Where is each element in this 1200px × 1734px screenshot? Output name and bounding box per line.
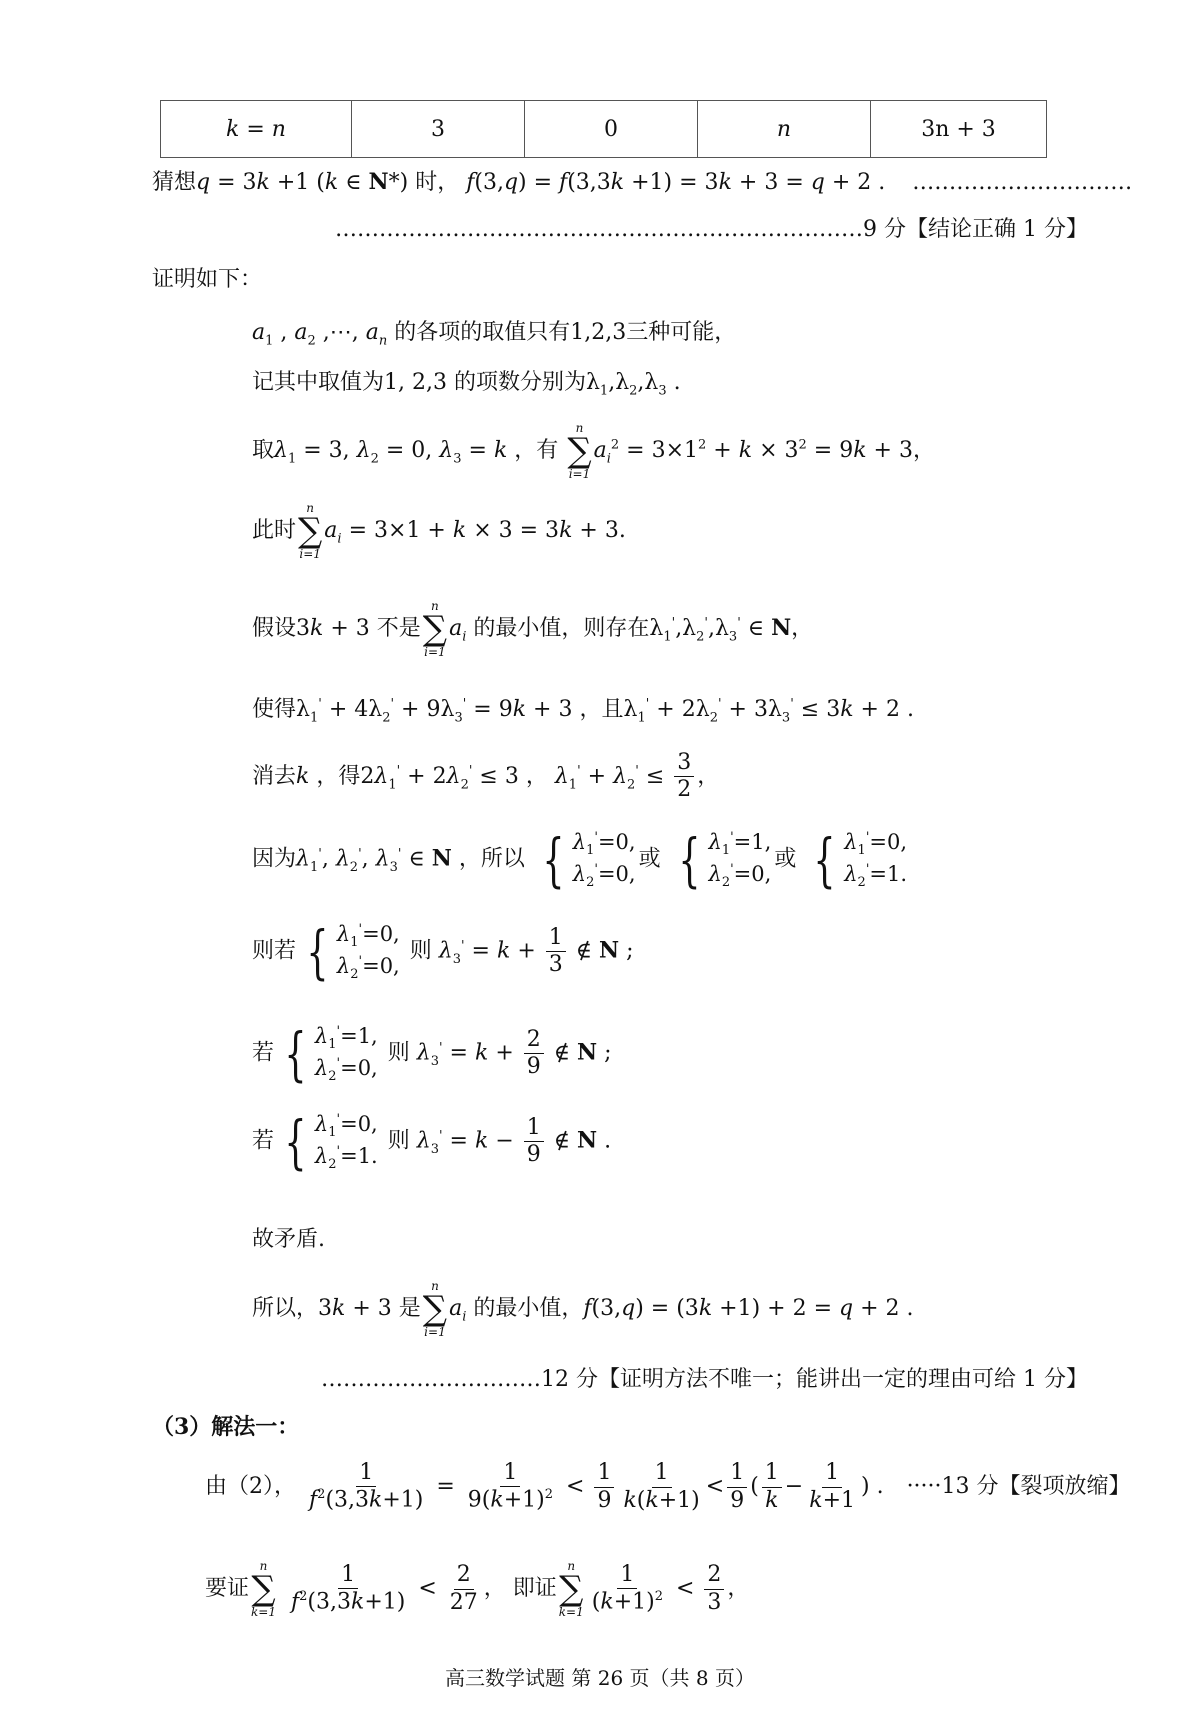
proof-line-assume: 假设3k + 3 不是 n ∑ i=1 $a_i$ 的最小值，则存在$\lambda_1',\lambda_2',\lambda_3'$ ∈ N， <box>252 599 814 659</box>
table-cell: n <box>698 101 871 158</box>
proof-line-counts: 记其中取值为1, 2,3 的项数分别为$\lambda_1,\lambda_2,\lambda_3$ . <box>252 370 681 399</box>
proof-conclusion: 所以，3k + 3 是 n ∑ i=1 $a_i$ 的最小值，f(3,q) = (3k +1) + 2 = q + 2 . <box>252 1279 914 1339</box>
table-cell: k = n <box>161 101 352 158</box>
proof-intro: 证明如下： <box>152 267 263 292</box>
proof-case-1: 则若 { $\lambda_1'=0$, $\lambda_2'=0$, 则 $\lambda_3' = k$ + $\frac{1}{3}$ ∉ N ; <box>252 917 634 986</box>
proof-contradiction: 故矛盾. <box>252 1227 325 1252</box>
proof-line-cases: 因为$\lambda_1'$, $\lambda_2'$, $\lambda_3'$ ∈ N ，所以 { $\lambda_1'=0$, $\lambda_2'=0$, 或 { $\lambda_1'=1$, $\lambda_2'=0$, 或 { $\lambda_1'=0$, $\lambda_2'=1$. <box>252 825 908 894</box>
table-cell: 3n + 3 <box>871 101 1047 158</box>
score-9-note: ………………………………………………………………9 分【结论正确 1 分】 <box>335 217 1088 242</box>
proof-line-choose: 取$\lambda_1 = 3$, $\lambda_2 = 0$, $\lambda_3 = k$ ，有 n ∑ i=1 $a_i^2 = 3\times 1^2 + k \times 3^2 = 9k + 3$， <box>252 421 935 481</box>
proof-case-3: 若 { $\lambda_1'=0$, $\lambda_2'=1$. 则 $\lambda_3' = k$ − $\frac{1}{9}$ ∉ N . <box>252 1107 612 1176</box>
proof-line-such-that: 使得$\lambda_1' + 4\lambda_2' + 9\lambda_3' = 9k + 3$ ，且$\lambda_1' + 2\lambda_2' + 3\lambda_3' \le 3k + 2$ . <box>252 696 914 726</box>
proof-line-eliminate: 消去k ，得$2\lambda_1' + 2\lambda_2' \le 3$ ， $\lambda_1' + \lambda_2'$ ≤ $\frac{3}{2}$ ， <box>252 750 720 803</box>
part3-bound-line: 由（2）， $\frac{1}{f^2(3,3k+1)}$ = $\frac{1}{9(k+1)^2}$ < $\frac{1}{9}$ $\frac{1}{k(k+1)}$ < $\frac{1}{9}$ ( $\frac{1}{k}$ − $\frac{1}{k+1}$ ) . ·····13 分【裂项放缩】 <box>205 1460 1131 1513</box>
part3-label: （3）解法一： <box>152 1414 300 1440</box>
part3-goal-line: 要证 n ∑ k=1 $\frac{1}{f^2(3,3k+1)}$ < $\frac{2}{27}$ ， 即证 n ∑ k=1 $\frac{1}{(k+1)^2}$ < $\frac{2}{3}$ ， <box>205 1559 750 1619</box>
proof-line-values: $a_1$ , $a_2$ ,⋯, $a_n$ 的各项的取值只有1,2,3三种可能， <box>252 320 737 349</box>
table-cell: 3 <box>352 101 525 158</box>
guess-line: 猜想q = 3k +1 (k ∈ N*) 时， f(3,q) = f(3,3k +1) = 3k + 3 = q + 2 . ………………………… <box>152 169 1133 195</box>
k-equals-n-table <box>160 100 1047 158</box>
page-footer: 高三数学试题 第 26 页（共 8 页） <box>445 1666 755 1690</box>
table-row <box>161 101 1047 158</box>
proof-case-2: 若 { $\lambda_1'=1$, $\lambda_2'=0$, 则 $\lambda_3' = k$ + $\frac{2}{9}$ ∉ N ; <box>252 1019 612 1088</box>
proof-line-sum: 此时 n ∑ i=1 $a_i = 3\times 1 + k \times 3 = 3k + 3$. <box>252 501 626 561</box>
table-cell: 0 <box>525 101 698 158</box>
score-12-note: …………………………12 分【证明方法不唯一；能讲出一定的理由可给 1 分】 <box>321 1367 1088 1392</box>
